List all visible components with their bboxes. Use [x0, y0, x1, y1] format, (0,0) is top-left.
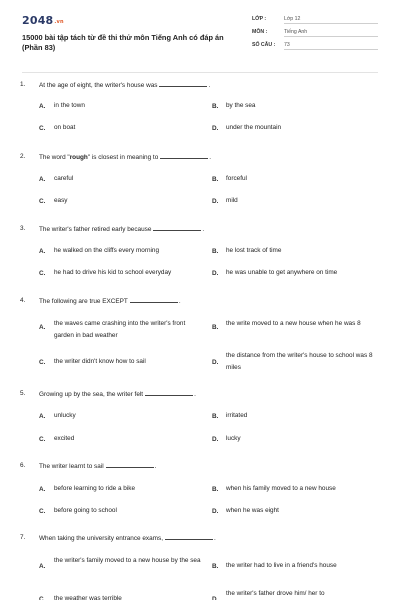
option-letter: D.: [212, 359, 219, 366]
option-letter: C.: [39, 198, 46, 205]
option-text[interactable]: easy: [54, 197, 68, 204]
option-text[interactable]: the distance from the writer's house to school was 8 miles: [226, 352, 373, 371]
option-text[interactable]: the writer didn't know how to sail: [54, 358, 146, 365]
question-number: 5.: [20, 390, 26, 397]
answer-blank: [145, 390, 193, 396]
answer-blank: [106, 462, 154, 468]
option-text[interactable]: when his family moved to a new house: [226, 485, 336, 492]
option-text[interactable]: mild: [226, 197, 238, 204]
meta-value: Tiếng Anh: [284, 29, 378, 37]
option-text[interactable]: the write moved to a new house when he was 8: [226, 320, 361, 327]
option-text[interactable]: the writer's father drove him/ her to: [226, 590, 325, 597]
meta-box: [252, 14, 378, 53]
option-letter: D.: [212, 125, 219, 132]
option-letter: B.: [212, 176, 219, 183]
question-text: The following are true EXCEPT .: [39, 298, 181, 305]
option-text[interactable]: he lost track of time: [226, 247, 282, 254]
option-letter: C.: [39, 436, 46, 443]
option-letter: A.: [39, 324, 46, 331]
option-letter: D.: [212, 596, 219, 600]
answer-blank: [160, 153, 208, 159]
option-text[interactable]: before going to school: [54, 507, 117, 514]
question-number: 2.: [20, 153, 26, 160]
answer-blank: [165, 534, 213, 540]
option-text[interactable]: the waves came crashing into the writer's front garden in bad weather: [54, 320, 186, 339]
answer-blank: [159, 81, 207, 87]
option-text[interactable]: unlucky: [54, 412, 76, 419]
header-divider: [22, 72, 378, 73]
option-text[interactable]: he walked on the cliffs every morning: [54, 247, 160, 254]
option-letter: A.: [39, 248, 46, 255]
option-text[interactable]: under the mountain: [226, 124, 282, 131]
question-number: 7.: [20, 534, 26, 541]
option-letter: B.: [212, 486, 219, 493]
option-letter: C.: [39, 125, 46, 132]
question-number: 1.: [20, 81, 26, 88]
meta-value: 73: [284, 42, 378, 50]
option-text[interactable]: irritated: [226, 412, 248, 419]
option-text[interactable]: forceful: [226, 175, 247, 182]
site-logo[interactable]: [22, 14, 64, 27]
document-header: [0, 0, 400, 72]
logo-text: 2048: [22, 14, 54, 27]
option-letter: D.: [212, 270, 219, 277]
option-text[interactable]: lucky: [226, 435, 241, 442]
option-letter: B.: [212, 563, 219, 570]
answer-blank: [153, 225, 201, 231]
option-text[interactable]: he had to drive his kid to school everyday: [54, 269, 172, 276]
option-text[interactable]: the writer had to live in a friend's house: [226, 562, 337, 569]
option-letter: A.: [39, 103, 46, 110]
option-letter: A.: [39, 176, 46, 183]
option-letter: A.: [39, 563, 46, 570]
option-letter: D.: [212, 436, 219, 443]
option-letter: D.: [212, 508, 219, 515]
question-number: 6.: [20, 462, 26, 469]
question-text: At the age of eight, the writer's house was .: [39, 82, 211, 89]
meta-label: LỚP :: [252, 16, 267, 22]
answer-blank: [130, 297, 178, 303]
option-text[interactable]: by the sea: [226, 102, 256, 109]
option-letter: C.: [39, 359, 46, 366]
title-line-part: (Phần 83): [22, 43, 56, 52]
option-letter: A.: [39, 486, 46, 493]
question-number: 3.: [20, 225, 26, 232]
meta-row-subject: [252, 27, 378, 40]
option-letter: D.: [212, 198, 219, 205]
question-number: 4.: [20, 297, 26, 304]
meta-row-class: [252, 14, 378, 27]
option-text[interactable]: careful: [54, 175, 74, 182]
question-text: The word "rough" is closest in meaning to .: [39, 154, 212, 161]
option-letter: C.: [39, 270, 46, 277]
option-text[interactable]: when he was eight: [226, 507, 279, 514]
option-letter: C.: [39, 508, 46, 515]
option-text[interactable]: the writer's family moved to a new house by the sea: [54, 557, 201, 564]
question-text: Growing up by the sea, the writer felt .: [39, 391, 196, 398]
document-title: [22, 33, 232, 53]
logo-suffix: .vn: [54, 19, 64, 25]
meta-label: SỐ CÂU :: [252, 42, 276, 48]
option-text[interactable]: the weather was terrible: [54, 595, 122, 600]
question-text: The writer learnt to sail .: [39, 463, 157, 470]
question-text: When taking the university entrance exams, .: [39, 535, 216, 542]
option-text[interactable]: on boat: [54, 124, 76, 131]
keyword: rough: [69, 154, 88, 161]
meta-label: MÔN :: [252, 29, 268, 35]
option-letter: A.: [39, 413, 46, 420]
option-text[interactable]: he was unable to get anywhere on time: [226, 269, 338, 276]
option-letter: C.: [39, 596, 46, 600]
option-text[interactable]: in the town: [54, 102, 85, 109]
option-letter: B.: [212, 103, 219, 110]
meta-value: Lớp 12: [284, 16, 378, 24]
option-text[interactable]: excited: [54, 435, 75, 442]
option-letter: B.: [212, 248, 219, 255]
question-text: The writer's father retired early because .: [39, 226, 205, 233]
option-letter: B.: [212, 324, 219, 331]
meta-row-count: [252, 40, 378, 53]
title-line: 15000 bài tập tách từ đề thi thử môn Tiếng Anh có đáp án: [22, 33, 224, 42]
option-text[interactable]: before learning to ride a bike: [54, 485, 136, 492]
option-letter: B.: [212, 413, 219, 420]
